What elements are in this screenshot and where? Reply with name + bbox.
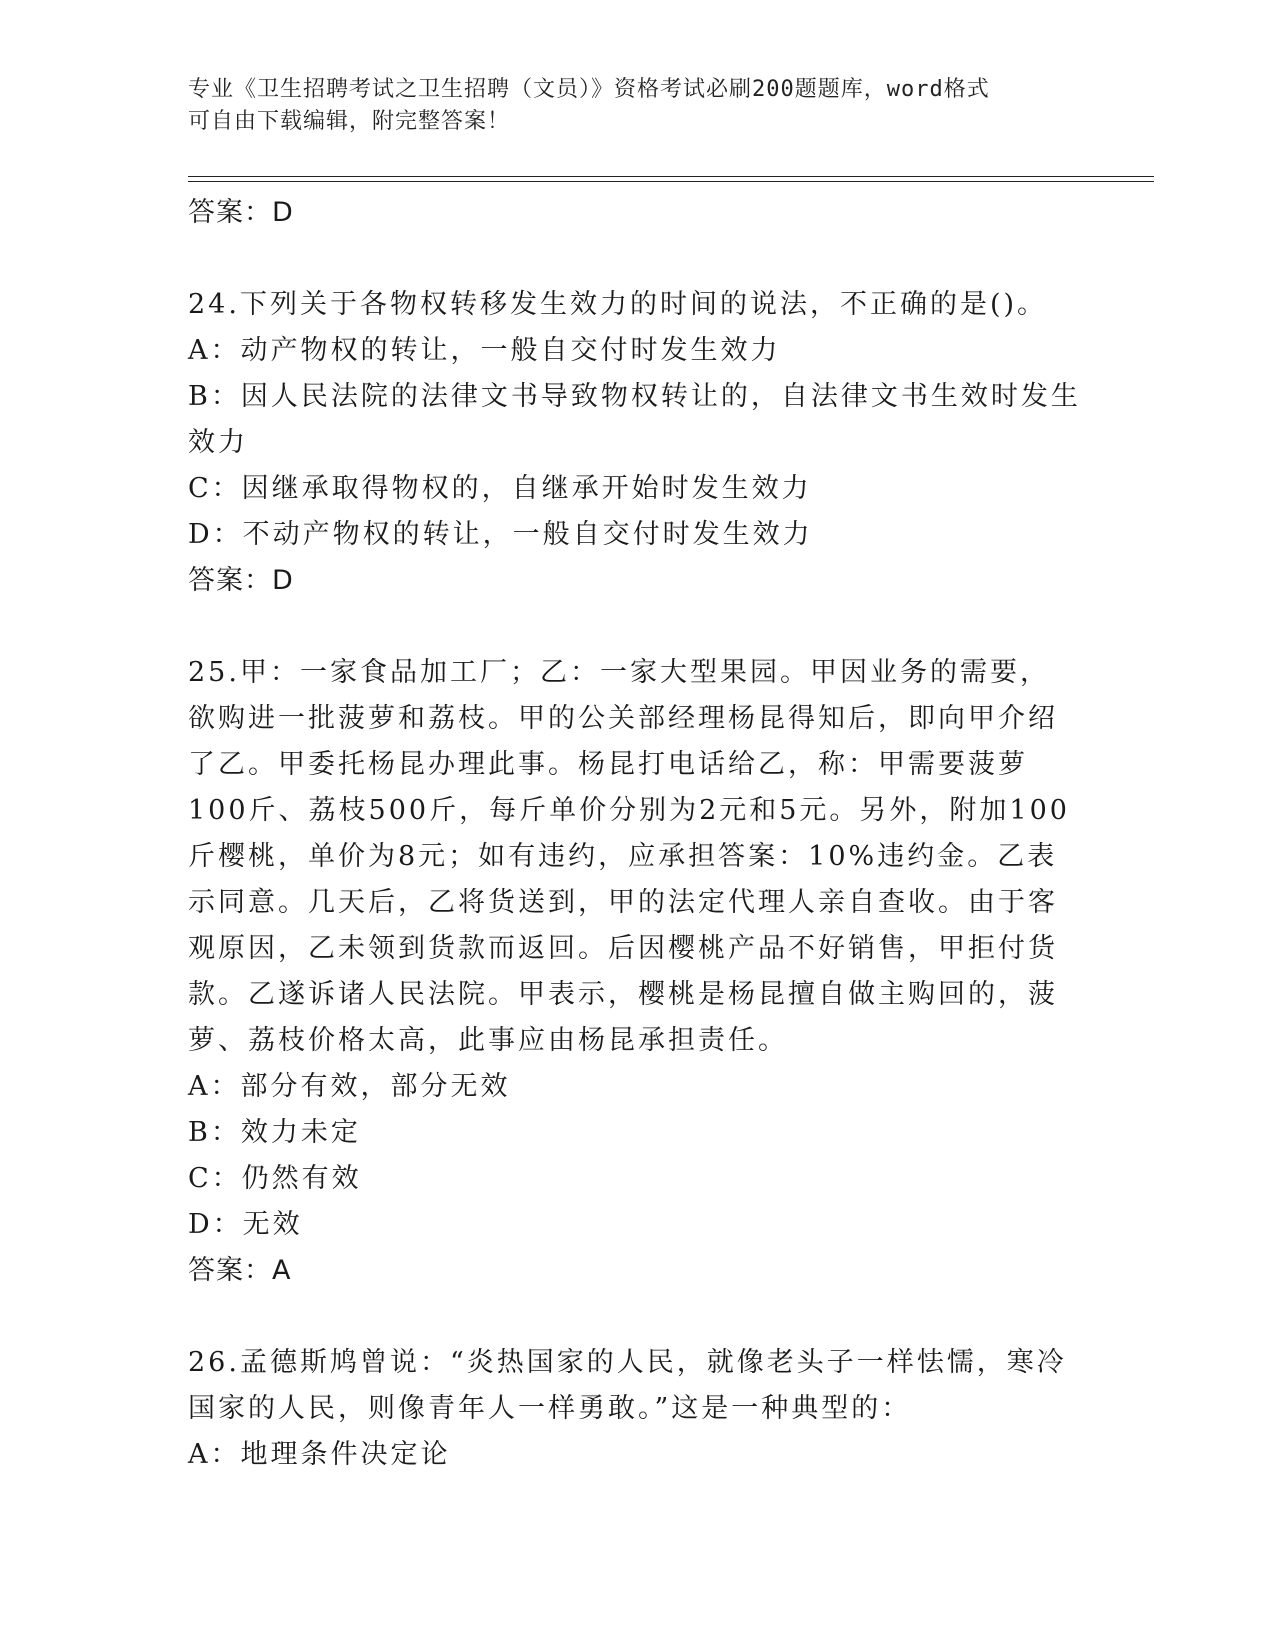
header-rule-top [188,176,1154,177]
option-a: A：动产物权的转让，一般自交付时发生效力 [188,335,781,366]
question-24 [188,282,1088,604]
header-line-1: 专业《卫生招聘考试之卫生招聘（文员）》资格考试必刷200题题库，word格式 [188,77,990,102]
option-a: A：地理条件决定论 [188,1439,451,1470]
answer-line: 答案：D [188,565,294,596]
page-header [188,74,1068,138]
option-a: A：部分有效，部分无效 [188,1071,511,1102]
question-25 [188,650,1088,1294]
header-line-2: 可自由下载编辑，附完整答案！ [188,109,511,134]
document-body [188,190,1088,1478]
answer-line: 答案：D [188,197,294,228]
question-text: 25.甲：一家食品加工厂；乙：一家大型果园。甲因业务的需要，欲购进一批菠萝和荔枝。甲的公关部经理杨昆得知后，即向甲介绍了乙。甲委托杨昆办理此事。杨昆打电话给乙，称：甲需要菠萝100斤、荔枝500斤，每斤单价分别为2元和5元。另外，附加100斤樱桃，单价为8元；如有违约，应承担答案：10%违约金。乙表示同意。几天后，乙将货送到，甲的法定代理人亲自查收。由于客观原因，乙未领到货款而返回。后因樱桃产品不好销售，甲拒付货款。乙遂诉诸人民法院。甲表示，樱桃是杨昆擅自做主购回的，菠萝、荔枝价格太高，此事应由杨昆承担责任。 [188,657,1070,1056]
option-b: B：因人民法院的法律文书导致物权转让的，自法律文书生效时发生效力 [188,381,1081,458]
header-rule-bottom [188,181,1154,182]
question-text: 26.孟德斯鸠曾说：“炎热国家的人民，就像老头子一样怯懦，寒冷国家的人民，则像青年人一样勇敢。”这是一种典型的： [188,1347,1067,1424]
option-d: D：不动产物权的转让，一般自交付时发生效力 [188,519,813,550]
answer-line: 答案：A [188,1255,292,1286]
option-d: D：无效 [188,1209,303,1240]
option-c: C：仍然有效 [188,1163,362,1194]
question-26 [188,1340,1088,1478]
option-b: B：效力未定 [188,1117,361,1148]
question-text: 24.下列关于各物权转移发生效力的时间的说法，不正确的是()。 [188,289,1048,320]
option-c: C：因继承取得物权的，自继承开始时发生效力 [188,473,812,504]
